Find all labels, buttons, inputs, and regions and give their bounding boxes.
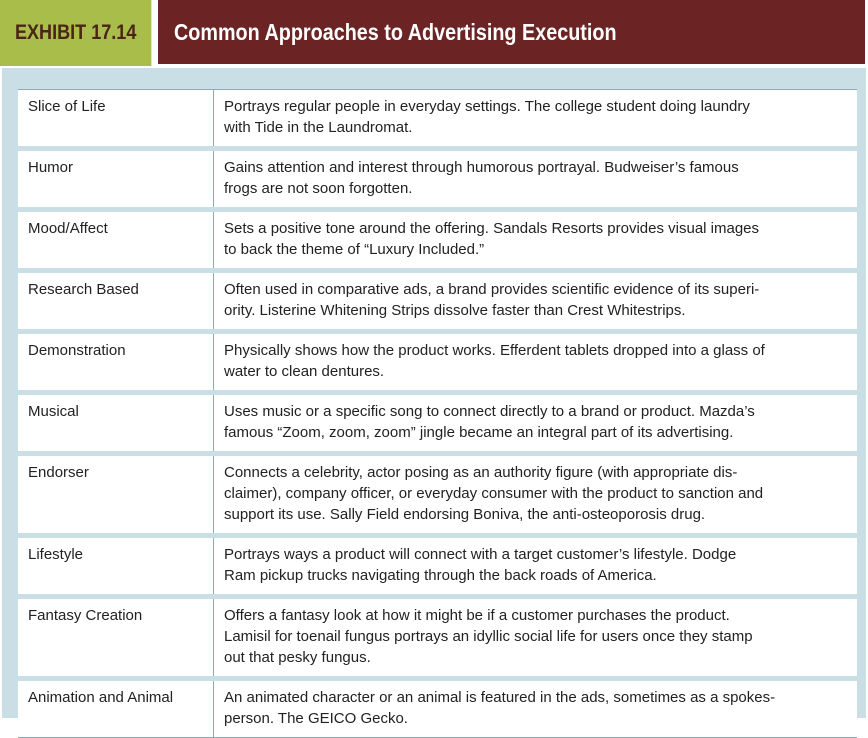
approach-name: Endorser (28, 464, 89, 481)
approach-description-cell (214, 151, 857, 207)
approaches-table (18, 89, 857, 738)
exhibit-title: Common Approaches to Advertising Execution (174, 19, 617, 45)
approach-description-cell (214, 456, 857, 533)
approach-name: Research Based (28, 281, 139, 298)
approach-description-line: ority. Listerine Whitening Strips dissolve faster than Crest Whitestrips. (224, 302, 686, 319)
approach-name-cell (18, 212, 214, 268)
table-row (18, 395, 857, 456)
approach-description-line: out that pesky fungus. (224, 649, 371, 666)
approach-description-line: frogs are not soon forgotten. (224, 180, 413, 197)
approach-description-line: Sets a positive tone around the offering. Sandals Resorts provides visual images (224, 220, 760, 237)
table-row (18, 273, 857, 334)
approach-description-cell (214, 212, 857, 268)
table-row (18, 212, 857, 273)
approach-name: Animation and Animal (28, 689, 174, 706)
approach-name-cell (18, 456, 214, 533)
exhibit-header (0, 0, 868, 66)
table-row (18, 334, 857, 395)
table-row (18, 456, 857, 538)
exhibit-label: EXHIBIT 17.14 (14, 21, 137, 44)
approach-description-cell (214, 538, 857, 594)
approach-description-line: Ram pickup trucks navigating through the back roads of America. (224, 567, 657, 584)
table-row (18, 681, 857, 737)
approach-description-line: famous “Zoom, zoom, zoom” jingle became an integral part of its advertising. (224, 424, 734, 441)
approach-name: Fantasy Creation (28, 607, 143, 624)
approach-name: Mood/Affect (28, 220, 108, 237)
approach-name-cell (18, 395, 214, 451)
title-bar (158, 0, 865, 64)
approach-description-line: claimer), company officer, or everyday consumer with the product to sanction and (224, 485, 764, 502)
approach-description-line: An animated character or an animal is featured in the ads, sometimes as a spokes- (224, 689, 776, 706)
approach-description-line: Lamisil for toenail fungus portrays an idyllic social life for users once they stamp (224, 628, 753, 645)
approach-name-cell (18, 538, 214, 594)
approach-name-cell (18, 151, 214, 207)
approach-description-cell (214, 90, 857, 146)
approach-description-line: Offers a fantasy look at how it might be if a customer purchases the product. (224, 607, 730, 624)
table-row (18, 90, 857, 151)
approach-name: Slice of Life (28, 98, 106, 115)
approach-description-line: to back the theme of “Luxury Included.” (224, 241, 485, 258)
approach-name-cell (18, 599, 214, 676)
approach-description-line: Portrays regular people in everyday settings. The college student doing laundry (224, 98, 750, 115)
table-row (18, 151, 857, 212)
exhibit-label-box (0, 0, 151, 66)
approach-description-line: Uses music or a specific song to connect directly to a brand or product. Mazda’s (224, 403, 755, 420)
approach-description-cell (214, 681, 857, 737)
approach-description-line: person. The GEICO Gecko. (224, 710, 408, 727)
approach-name-cell (18, 90, 214, 146)
approach-description-line: Gains attention and interest through humorous portrayal. Budweiser’s famous (224, 159, 739, 176)
approach-description-line: support its use. Sally Field endorsing Boniva, the anti-osteoporosis drug. (224, 506, 706, 523)
approach-name: Lifestyle (28, 546, 84, 563)
approach-name-cell (18, 681, 214, 737)
approach-description-line: Connects a celebrity, actor posing as an authority figure (with appropriate dis- (224, 464, 738, 481)
approach-name: Demonstration (28, 342, 126, 359)
approach-name-cell (18, 334, 214, 390)
approach-description-cell (214, 334, 857, 390)
approach-description-cell (214, 599, 857, 676)
approach-name: Musical (28, 403, 79, 420)
approach-description-line: Often used in comparative ads, a brand provides scientific evidence of its superi- (224, 281, 760, 298)
approach-description-line: Portrays ways a product will connect with a target customer’s lifestyle. Dodge (224, 546, 737, 563)
table-row (18, 599, 857, 681)
approach-name: Humor (28, 159, 74, 176)
approach-description-line: Physically shows how the product works. Efferdent tablets dropped into a glass of (224, 342, 765, 359)
approach-name-cell (18, 273, 214, 329)
approach-description-line: water to clean dentures. (224, 363, 385, 380)
approach-description-cell (214, 395, 857, 451)
approach-description-line: with Tide in the Laundromat. (224, 119, 413, 136)
approach-description-cell (214, 273, 857, 329)
table-row (18, 538, 857, 599)
exhibit-panel (2, 68, 866, 727)
